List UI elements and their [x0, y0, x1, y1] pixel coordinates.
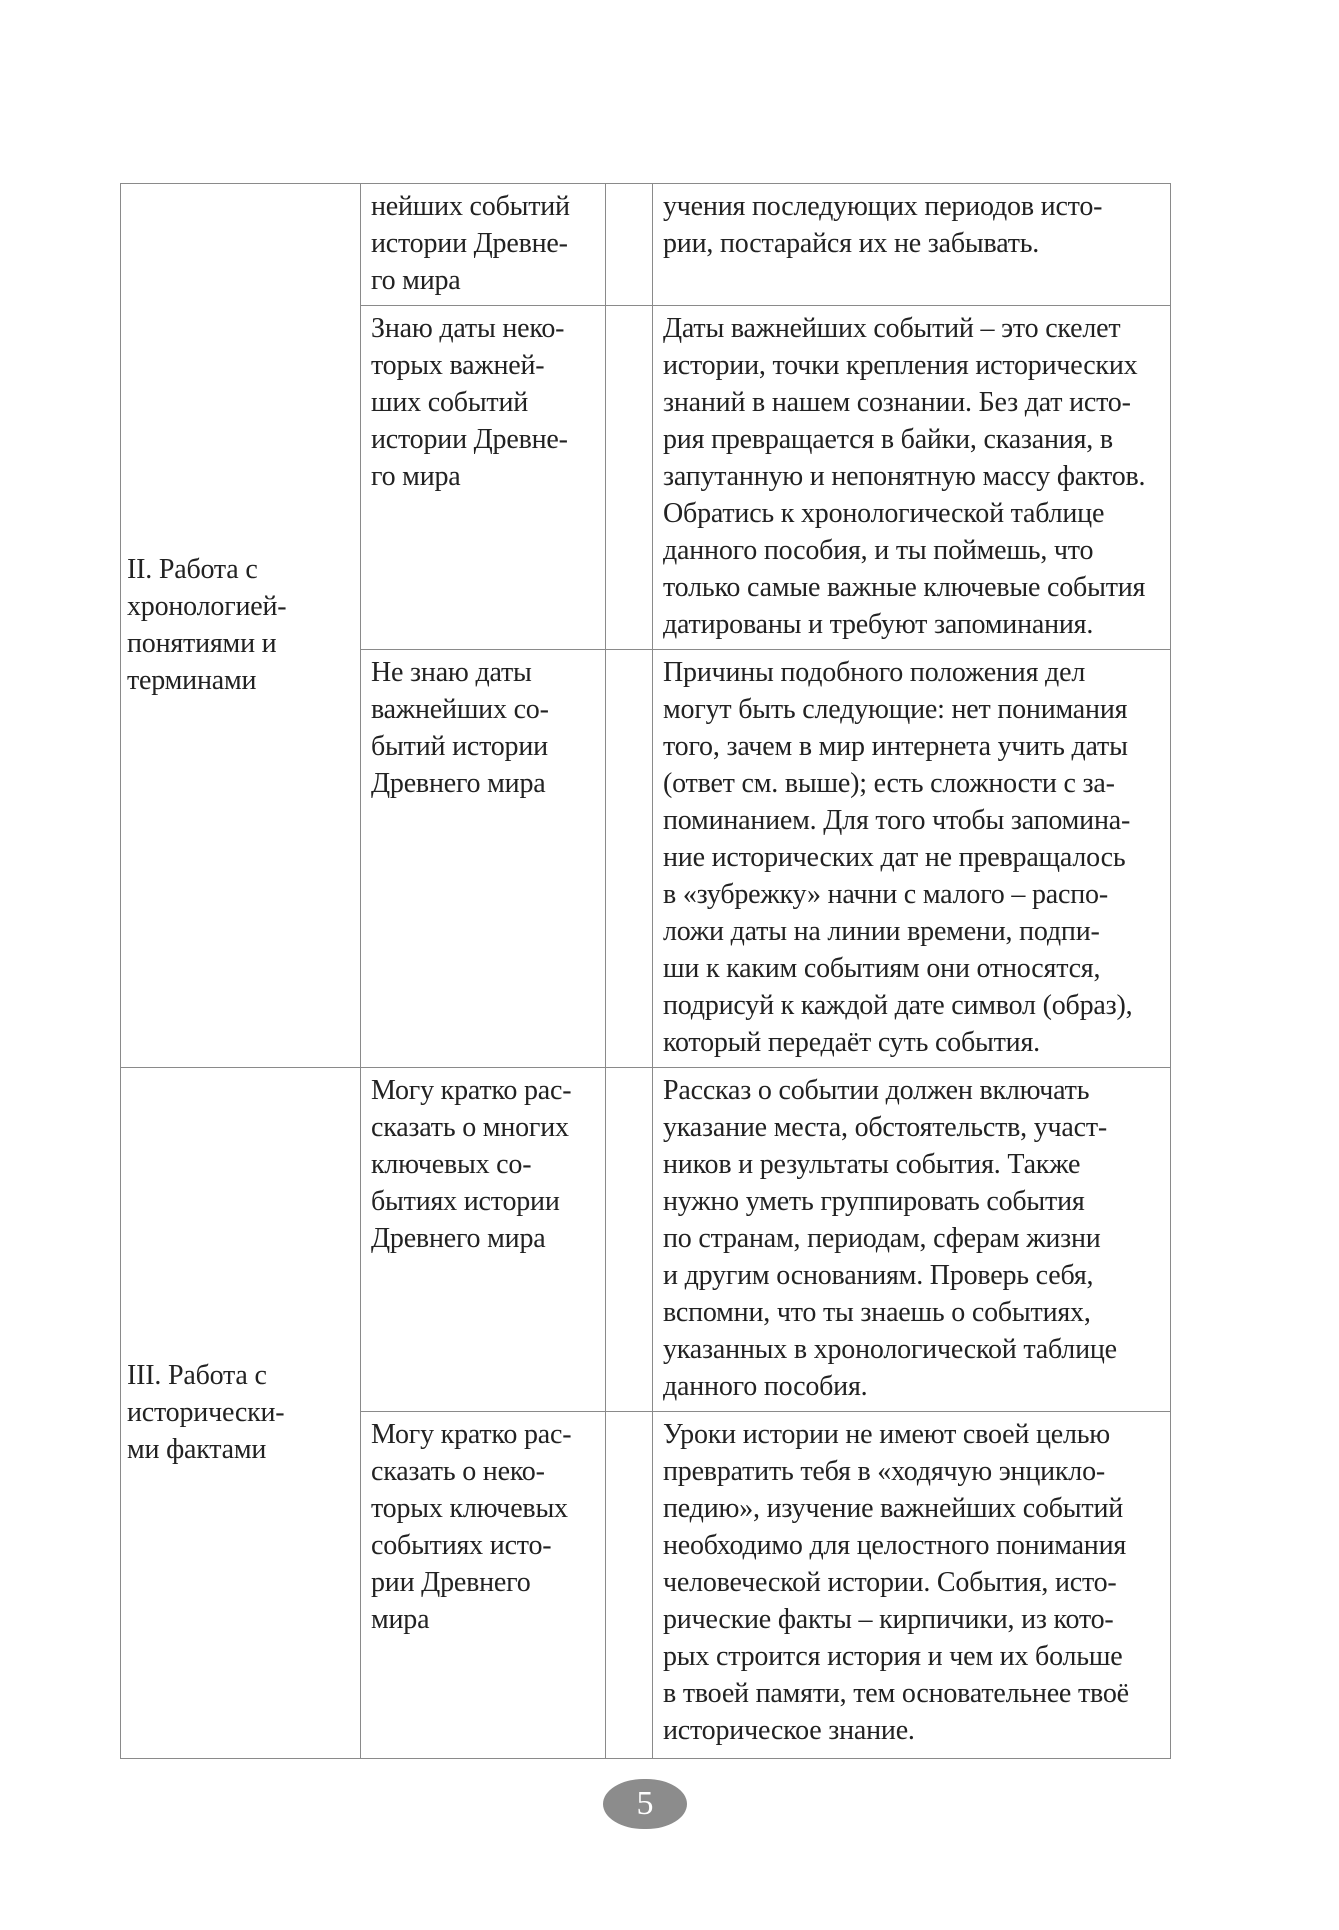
criterion-line: бытиях истории	[371, 1186, 560, 1217]
advice-cell	[653, 1068, 1171, 1412]
advice-line: необходимо для целостного понимания	[663, 1530, 1127, 1561]
criterion-line: Древнего мира	[371, 1223, 546, 1254]
advice-line: превратить тебя в «ходячую энцикло-	[663, 1456, 1105, 1487]
table-row	[121, 1068, 1171, 1412]
advice-line: Даты важнейших событий – это скелет	[663, 313, 1121, 344]
advice-line: Уроки истории не имеют своей целью	[663, 1419, 1111, 1450]
advice-line: историческое знание.	[663, 1715, 915, 1746]
criterion-line: нейших событий	[371, 191, 570, 222]
criterion-line: истории Древне-	[371, 228, 568, 259]
criterion-line: истории Древне-	[371, 424, 568, 455]
advice-line: того, зачем в мир интернета учить даты	[663, 731, 1128, 762]
advice-line: поминанием. Для того чтобы запомина-	[663, 805, 1131, 836]
criterion-line: мира	[371, 1604, 430, 1635]
criterion-line: Могу кратко рас-	[371, 1075, 572, 1106]
page-number: 5	[603, 1779, 687, 1829]
advice-line: рых строится история и чем их больше	[663, 1641, 1123, 1672]
advice-line: знаний в нашем сознании. Без дат исто-	[663, 387, 1131, 418]
advice-line: датированы и требуют запоминания.	[663, 609, 1094, 640]
advice-line: ние исторических дат не превращалось	[663, 842, 1126, 873]
mark-cell[interactable]	[606, 184, 653, 306]
criterion-cell	[361, 1068, 606, 1412]
criterion-line: сказать о многих	[371, 1112, 569, 1143]
advice-cell	[653, 650, 1171, 1068]
advice-line: педию», изучение важнейших событий	[663, 1493, 1124, 1524]
advice-line: по странам, периодам, сферам жизни	[663, 1223, 1101, 1254]
advice-line: учения последующих периодов исто-	[663, 191, 1103, 222]
advice-line: человеческой истории. События, исто-	[663, 1567, 1117, 1598]
topic-line: ми фактами	[127, 1433, 267, 1465]
advice-line: данного пособия.	[663, 1371, 868, 1402]
criterion-line: бытий истории	[371, 731, 548, 762]
topic-line: III. Работа с	[127, 1359, 267, 1391]
advice-line: подрисуй к каждой дате символ (образ),	[663, 990, 1133, 1021]
mark-cell[interactable]	[606, 1068, 653, 1412]
advice-line: рии, постарайся их не забывать.	[663, 228, 1040, 259]
criterion-cell	[361, 184, 606, 306]
advice-line: Обратись к хронологической таблице	[663, 498, 1105, 529]
advice-line: вспомни, что ты знаешь о событиях,	[663, 1297, 1091, 1328]
topic-line: понятиями и	[127, 627, 277, 659]
advice-line: Рассказ о событии должен включать	[663, 1075, 1090, 1106]
advice-line: только самые важные ключевые события	[663, 572, 1146, 603]
advice-line: рические факты – кирпичики, из кото-	[663, 1604, 1114, 1635]
mark-cell[interactable]	[606, 650, 653, 1068]
topic-cell-facts	[121, 1068, 361, 1759]
criterion-line: Могу кратко рас-	[371, 1419, 572, 1450]
criterion-line: сказать о неко-	[371, 1456, 545, 1487]
criterion-line: важнейших со-	[371, 694, 549, 725]
criterion-line: торых ключевых	[371, 1493, 568, 1524]
advice-line: указанных в хронологической таблице	[663, 1334, 1117, 1365]
mark-cell[interactable]	[606, 1412, 653, 1759]
advice-line: нужно уметь группировать события	[663, 1186, 1085, 1217]
criterion-line: торых важней-	[371, 350, 545, 381]
topic-line: хронологией-	[127, 590, 287, 622]
criterion-line: Знаю даты неко-	[371, 313, 565, 344]
criterion-line: го мира	[371, 461, 461, 492]
advice-line: Причины подобного положения дел	[663, 657, 1086, 688]
criterion-cell	[361, 1412, 606, 1759]
table-row	[121, 184, 1171, 306]
topic-cell-chronology	[121, 184, 361, 1068]
criterion-line: ших событий	[371, 387, 529, 418]
advice-line: данного пособия, и ты поймешь, что	[663, 535, 1094, 566]
advice-line: который передаёт суть события.	[663, 1027, 1040, 1058]
criterion-cell	[361, 306, 606, 650]
criterion-line: Не знаю даты	[371, 657, 532, 688]
topic-line: терминами	[127, 664, 257, 696]
advice-line: ши к каким событиям они относятся,	[663, 953, 1101, 984]
advice-line: истории, точки крепления исторических	[663, 350, 1138, 381]
criterion-line: ключевых со-	[371, 1149, 532, 1180]
advice-line: указание места, обстоятельств, участ-	[663, 1112, 1108, 1143]
advice-line: ложи даты на линии времени, подпи-	[663, 916, 1100, 947]
criterion-line: событиях исто-	[371, 1530, 552, 1561]
topic-line: II. Работа с	[127, 553, 258, 585]
advice-line: могут быть следующие: нет понимания	[663, 694, 1128, 725]
advice-line: (ответ см. выше); есть сложности с за-	[663, 768, 1115, 799]
advice-line: и другим основаниям. Проверь себя,	[663, 1260, 1094, 1291]
criterion-cell	[361, 650, 606, 1068]
criterion-line: рии Древнего	[371, 1567, 531, 1598]
advice-line: ников и результаты события. Также	[663, 1149, 1081, 1180]
mark-cell[interactable]	[606, 306, 653, 650]
advice-line: запутанную и непонятную массу фактов.	[663, 461, 1146, 492]
advice-line: рия превращается в байки, сказания, в	[663, 424, 1113, 455]
topic-line: исторически-	[127, 1396, 285, 1428]
advice-cell	[653, 1412, 1171, 1759]
advice-line: в «зубрежку» начни с малого – распо-	[663, 879, 1108, 910]
criterion-line: Древнего мира	[371, 768, 546, 799]
advice-cell	[653, 306, 1171, 650]
advice-line: в твоей памяти, тем основательнее твоё	[663, 1678, 1129, 1709]
advice-cell	[653, 184, 1171, 306]
criterion-line: го мира	[371, 265, 461, 296]
self-assessment-table	[120, 183, 1171, 1759]
